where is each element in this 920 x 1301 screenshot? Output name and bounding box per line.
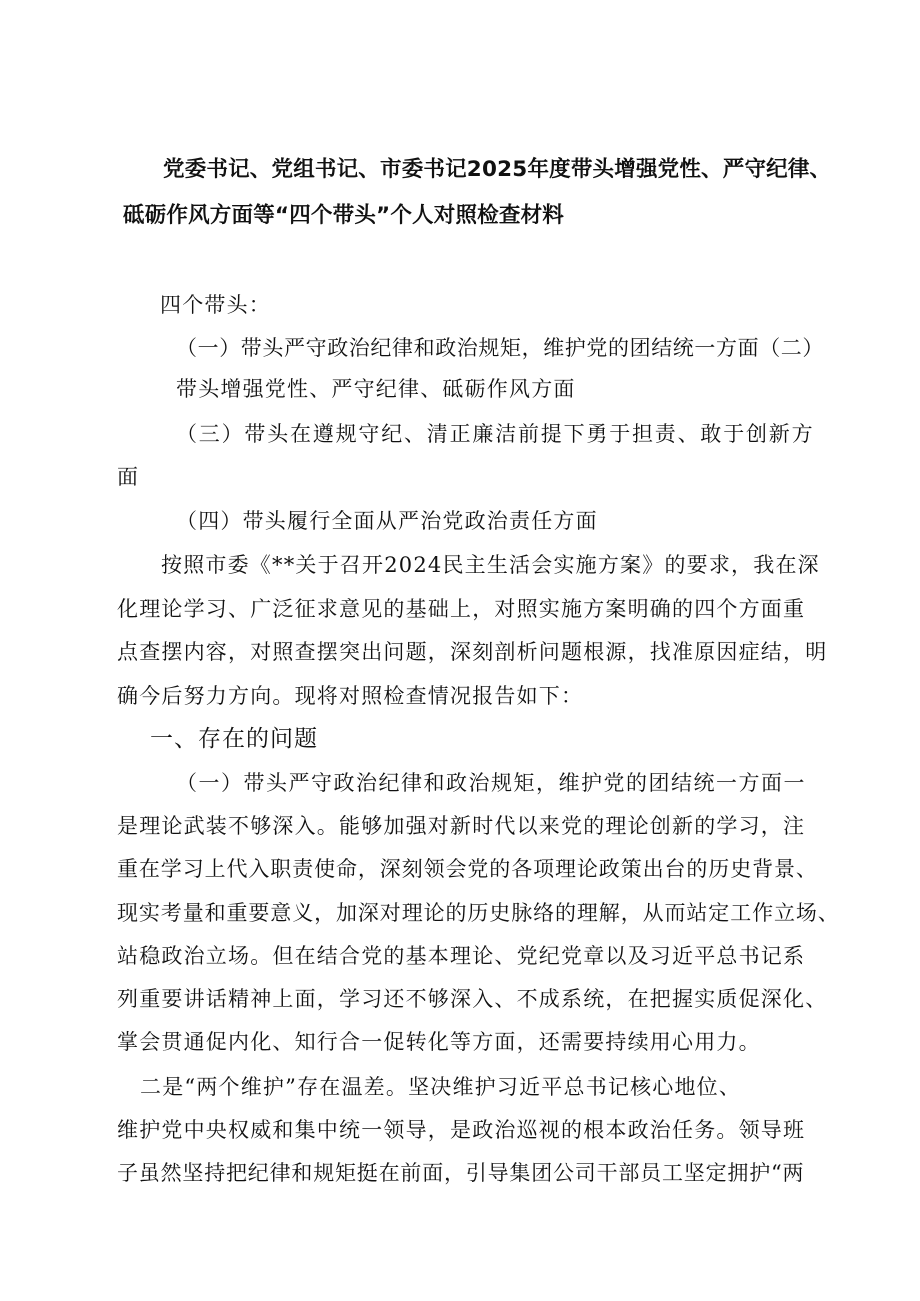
four-heads-item-1-line-2: 带头增强党性、严守纪律、砥砺作风方面 [176,377,576,401]
paragraph-1-line-5: 站稳政治立场。但在结合党的基本理论、党纪党章以及习近平总书记系 [117,944,806,968]
paragraph-2-line-3: 子虽然坚持把纪律和规矩挺在前面，引导集团公司干部员工坚定拥护“两 [117,1161,805,1185]
intro-line-4: 确今后努力方向。现将对照检查情况报告如下： [117,684,584,708]
section-1-heading: 一、存在的问题 [150,726,318,752]
paragraph-2-line-2: 维护党中央权威和集中统一领导，是政治巡视的根本政治任务。领导班 [117,1118,806,1142]
paragraph-1-line-3: 重在学习上代入职责使命，深刻领会党的各项理论政策出台的历史背景、 [117,857,818,881]
intro-line-1: 按照市委《**关于召开2024民主生活会实施方案》的要求，我在深 [161,553,820,577]
paragraph-1-line-2: 是理论武装不够深入。能够加强对新时代以来党的理论创新的学习，注 [117,814,806,838]
four-heads-label: 四个带头： [160,293,271,317]
paragraph-1-line-4: 现实考量和重要意义，加深对理论的历史脉络的理解，从而站定工作立场、 [117,901,840,925]
document-title-line-2: 砥砺作风方面等“四个带头”个人对照检查材料 [123,203,564,228]
paragraph-2-line-1: 二是“两个维护”存在温差。坚决维护习近平总书记核心地位、 [140,1075,742,1099]
four-heads-item-3-line-2: 面 [117,465,140,489]
paragraph-1-line-6: 列重要讲话精神上面，学习还不够深入、不成系统，在把握实质促深化、 [117,987,828,1011]
paragraph-1-line-1: （一）带头严守政治纪律和政治规矩，维护党的团结统一方面一 [176,771,806,795]
four-heads-item-3-line-1: （三）带头在遵规守纪、清正廉洁前提下勇于担责、敢于创新方 [176,422,815,446]
four-heads-item-1-line-1: （一）带头严守政治纪律和政治规矩，维护党的团结统一方面（二） [176,336,824,360]
four-heads-item-4: （四）带头履行全面从严治党政治责任方面 [176,509,598,533]
intro-line-3: 点查摆内容，对照查摆突出问题，深刻剖析问题根源，找准原因症结，明 [117,640,828,664]
paragraph-1-line-7: 掌会贯通促内化、知行合一促转化等方面，还需要持续用心用力。 [117,1030,761,1054]
document-title-line-1: 党委书记、党组书记、市委书记2025年度带头增强党性、严守纪律、 [163,157,832,182]
intro-line-2: 化理论学习、广泛征求意见的基础上，对照实施方案明确的四个方面重 [117,597,806,621]
